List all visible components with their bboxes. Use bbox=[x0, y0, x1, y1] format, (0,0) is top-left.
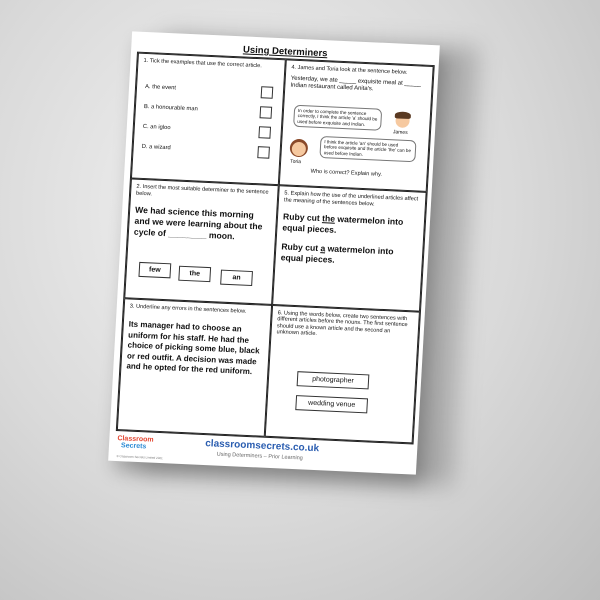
sentence-2-article: a bbox=[320, 243, 326, 254]
question-5-cell bbox=[272, 185, 427, 311]
question-2-cell bbox=[124, 178, 279, 304]
copyright-text: © Classroom Secrets Limited 2021 bbox=[116, 454, 163, 461]
option-a: A. the event bbox=[144, 83, 177, 92]
james-label: James bbox=[392, 129, 408, 136]
option-b: B. a honourable man bbox=[143, 103, 198, 113]
question-4-cell bbox=[279, 59, 434, 192]
logo-line-1: Classroom bbox=[117, 435, 154, 444]
question-6-cell bbox=[265, 305, 420, 444]
word-card-the[interactable]: the bbox=[178, 266, 211, 282]
question-3-cell bbox=[117, 298, 272, 437]
toria-label: Toria bbox=[289, 158, 302, 166]
question-grid bbox=[116, 52, 435, 445]
sentence-1-end: watermelon into equal pieces. bbox=[282, 213, 404, 235]
question-6-text: 6. Using the words below, create two sentences with different articles before the nouns. The first sentence should use a known article and the second an unknown article. bbox=[276, 309, 408, 338]
question-5-sentence-2 bbox=[280, 242, 417, 270]
tick-box-d[interactable] bbox=[257, 146, 270, 159]
word-card-wedding-venue[interactable]: wedding venue bbox=[295, 395, 368, 413]
sentence-1-article: the bbox=[321, 213, 336, 224]
question-4-text: 4. James and Toria look at the sentence below. bbox=[291, 64, 408, 76]
word-card-few[interactable]: few bbox=[138, 262, 171, 278]
option-c: C. an igloo bbox=[142, 123, 171, 132]
word-card-an[interactable]: an bbox=[220, 270, 253, 286]
james-speech-bubble: In order to complete the sentence correctly, I think the article 'a' should be used before exquisite and Indian. bbox=[293, 105, 382, 131]
question-3-text: 3. Underline any errors in the sentences below. bbox=[129, 303, 247, 315]
question-3-passage: Its manager had to choose an uniform for his staff. He had the choice of picking some blue, black or red outfit. A decision was made and he opted for the red uniform. bbox=[126, 319, 260, 377]
question-1-cell bbox=[131, 53, 286, 186]
question-5-sentence-1 bbox=[282, 212, 419, 240]
sentence-1-start: Ruby cut bbox=[282, 211, 323, 224]
question-4-followup: Who is correct? Explain why. bbox=[310, 168, 383, 178]
word-card-photographer[interactable]: photographer bbox=[297, 371, 370, 389]
toria-speech-bubble: I think the article 'an' should be used before exquisite and the article 'the' can be used before Indian. bbox=[319, 136, 416, 163]
tick-box-a[interactable] bbox=[261, 86, 274, 99]
question-4-sentence: Yesterday, we ate _____ exquisite meal at _____ Indian restaurant called Anita's. bbox=[290, 75, 422, 92]
option-d: D. a wizard bbox=[141, 143, 171, 152]
question-2-sentence: We had science this morning and we were learning about the cycle of ________ moon. bbox=[133, 204, 263, 242]
james-hair bbox=[395, 111, 411, 119]
sentence-2-end: watermelon into equal pieces. bbox=[280, 243, 394, 265]
tick-box-c[interactable] bbox=[258, 126, 271, 139]
footer-subtitle: Using Determiners – Prior Learning bbox=[216, 451, 303, 462]
question-5-text: 5. Explain how the use of the underlined articles affect the meaning of the sentences below. bbox=[283, 190, 419, 208]
question-2-text: 2. Insert the most suitable determiner to the sentence below. bbox=[135, 183, 269, 197]
footer-website-link[interactable]: classroomsecrets.co.uk bbox=[204, 438, 320, 455]
question-1-text: 1. Tick the examples that use the correct article. bbox=[143, 57, 263, 70]
tick-box-b[interactable] bbox=[260, 106, 273, 119]
worksheet-title: Using Determiners bbox=[242, 44, 328, 60]
sentence-2-start: Ruby cut bbox=[281, 241, 321, 254]
logo-line-2: Secrets bbox=[120, 442, 147, 451]
worksheet bbox=[108, 31, 440, 474]
